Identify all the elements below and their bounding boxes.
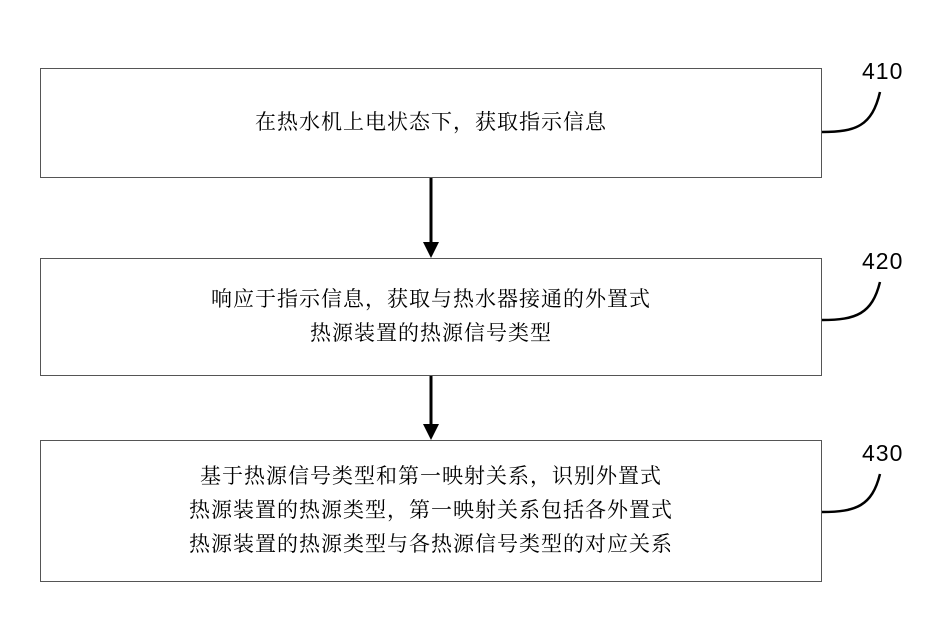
connector-420-430-arrowhead — [423, 424, 439, 440]
flow-step-box-430 — [40, 440, 822, 582]
leader-line-420 — [822, 282, 880, 320]
flow-step-box-420 — [40, 258, 822, 376]
flow-step-label-420: 420 — [862, 248, 904, 274]
flow-step-text-410: 在热水机上电状态下，获取指示信息 — [255, 111, 607, 134]
leader-line-430 — [822, 474, 880, 512]
flow-step-text-430: 基于热源信号类型和第一映射关系，识别外置式 热源装置的热源类型，第一映射关系包括各外置式 热源装置的热源类型与各热源信号类型的对应关系 — [189, 465, 673, 556]
flow-step-text-420: 响应于指示信息，获取与热水器接通的外置式 热源装置的热源信号类型 — [211, 288, 651, 345]
leader-line-410 — [822, 92, 880, 132]
flow-step-label-410: 410 — [862, 58, 904, 84]
connector-410-420-arrowhead — [423, 242, 439, 258]
flow-step-label-430: 430 — [862, 440, 904, 466]
flow-step-box-410 — [40, 68, 822, 178]
